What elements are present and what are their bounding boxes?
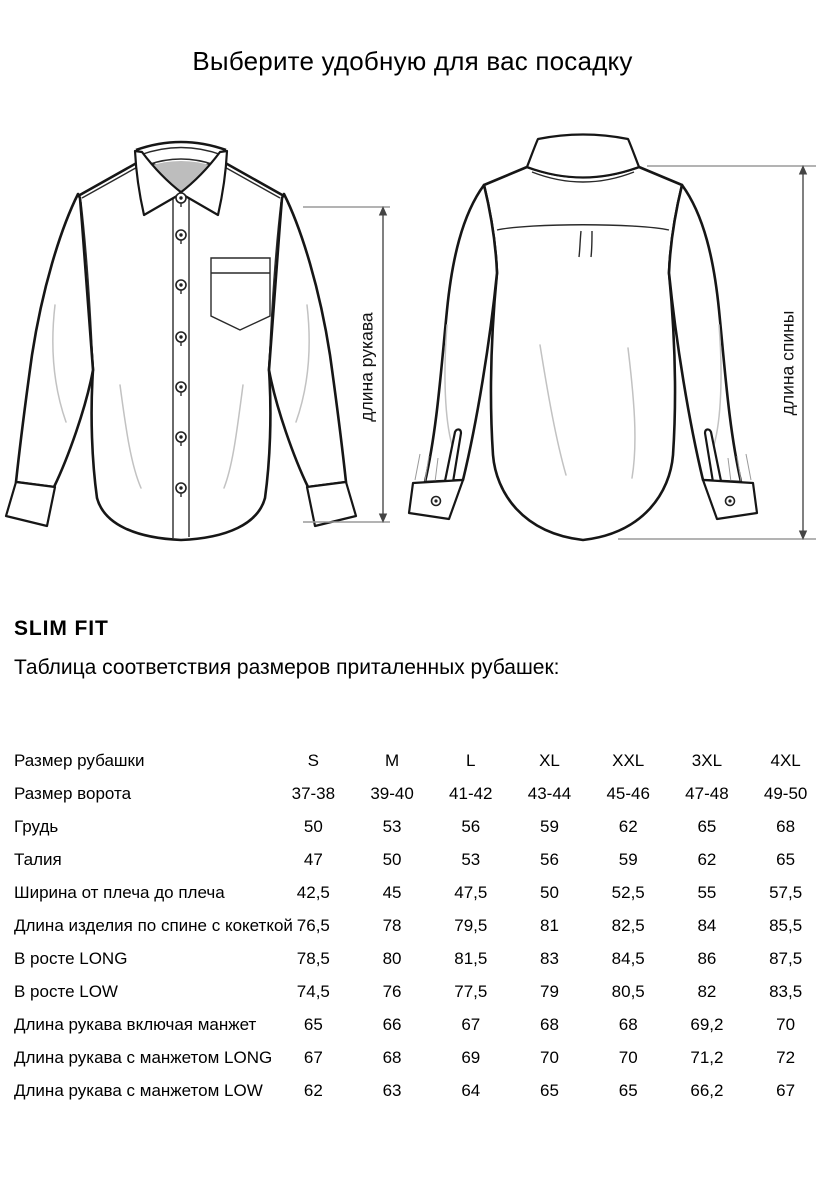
cell-value: 69,2	[690, 1014, 724, 1034]
back-length-label: длина спины	[777, 310, 798, 416]
cell-value: 84	[697, 915, 717, 935]
cell-value: 76,5	[296, 915, 330, 935]
cell-value: 65	[618, 1080, 638, 1100]
table-row	[14, 975, 825, 1008]
cell-value: 65	[540, 1080, 559, 1100]
row-label: Грудь	[14, 816, 59, 836]
cell-value: 42,5	[296, 882, 330, 902]
table-row	[14, 1074, 825, 1107]
cell-value: 59	[540, 816, 559, 836]
row-label: Длина рукава с манжетом LOW	[14, 1080, 263, 1100]
sleeve-length-label: длина рукава	[356, 312, 377, 422]
size-column-header: XXL	[612, 750, 645, 770]
cell-value: 83	[540, 948, 559, 968]
cell-value: 50	[540, 882, 559, 902]
cell-value: 70	[540, 1047, 559, 1067]
cell-value: 77,5	[454, 981, 488, 1001]
cell-value: 49-50	[763, 783, 808, 803]
cell-value: 39-40	[370, 783, 414, 803]
cell-value: 78,5	[296, 948, 330, 968]
cell-value: 68	[540, 1014, 559, 1034]
cell-value: 64	[461, 1080, 481, 1100]
cell-value: 47,5	[454, 882, 488, 902]
row-label: Размер ворота	[14, 783, 132, 803]
cell-value: 68	[618, 1014, 638, 1034]
cell-value: 37-38	[291, 783, 336, 803]
table-row	[14, 876, 825, 909]
cell-value: 50	[303, 816, 323, 836]
cell-value: 65	[303, 1014, 323, 1034]
cell-value: 86	[697, 948, 717, 968]
cell-value: 83,5	[769, 981, 803, 1001]
row-label: Талия	[14, 849, 62, 869]
row-label: Длина рукава с манжетом LONG	[14, 1047, 273, 1067]
cell-value: 59	[618, 849, 638, 869]
cell-value: 52,5	[611, 882, 645, 902]
table-row	[14, 777, 825, 810]
cell-value: 57,5	[769, 882, 803, 902]
table-row	[14, 1008, 825, 1041]
table-row	[14, 1041, 825, 1074]
row-label: В росте LONG	[14, 948, 128, 968]
cell-value: 43-44	[527, 783, 572, 803]
cell-value: 80	[382, 948, 402, 968]
table-header-row	[14, 744, 825, 777]
row-label: Длина изделия по спине с кокеткой	[14, 915, 293, 935]
cell-value: 56	[540, 849, 559, 869]
table-caption: Таблица соответствия размеров приталенных рубашек:	[14, 656, 560, 679]
cell-value: 67	[303, 1047, 323, 1067]
cell-value: 69	[461, 1047, 481, 1067]
cell-value: 47-48	[685, 783, 729, 803]
cell-value: 72	[776, 1047, 796, 1067]
cell-value: 55	[697, 882, 717, 902]
cell-value: 62	[697, 849, 717, 869]
row-label: Ширина от плеча до плеча	[14, 882, 225, 902]
cell-value: 81	[540, 915, 559, 935]
cell-value: 66	[382, 1014, 402, 1034]
cell-value: 84,5	[611, 948, 645, 968]
size-column-header: L	[466, 750, 476, 770]
cell-value: 79,5	[454, 915, 488, 935]
size-column-header: XL	[539, 750, 560, 770]
table-row	[14, 942, 825, 975]
row-label: В росте LOW	[14, 981, 118, 1001]
shirt-diagram	[0, 130, 825, 570]
shirt-back-drawing	[409, 135, 757, 541]
size-column-header: M	[384, 750, 400, 770]
cell-value: 70	[618, 1047, 638, 1067]
cell-value: 45	[382, 882, 402, 902]
cell-value: 82	[697, 981, 717, 1001]
cell-value: 71,2	[690, 1047, 724, 1067]
cell-value: 79	[540, 981, 559, 1001]
cell-value: 68	[382, 1047, 402, 1067]
cell-value: 67	[461, 1014, 481, 1034]
page-title: Выберите удобную для вас посадку	[192, 46, 633, 76]
cell-value: 65	[776, 849, 796, 869]
shirt-front-drawing	[6, 142, 356, 540]
cell-value: 81,5	[454, 948, 488, 968]
cell-value: 56	[461, 816, 481, 836]
table-row	[14, 810, 825, 843]
cell-value: 62	[303, 1080, 323, 1100]
cell-value: 53	[382, 816, 402, 836]
size-column-header: 4XL	[770, 750, 801, 770]
table-row	[14, 843, 825, 876]
cell-value: 74,5	[296, 981, 330, 1001]
table-row	[14, 909, 825, 942]
cell-value: 50	[382, 849, 402, 869]
cell-value: 68	[776, 816, 796, 836]
cell-value: 85,5	[769, 915, 803, 935]
cell-value: 87,5	[769, 948, 803, 968]
cell-value: 63	[382, 1080, 402, 1100]
cell-value: 62	[618, 816, 638, 836]
cell-value: 65	[697, 816, 717, 836]
cell-value: 66,2	[690, 1080, 724, 1100]
size-column-header: S	[307, 750, 320, 770]
fit-heading: SLIM FIT	[14, 617, 109, 640]
cell-value: 76	[382, 981, 402, 1001]
cell-value: 41-42	[449, 783, 493, 803]
cell-value: 70	[776, 1014, 796, 1034]
cell-value: 53	[461, 849, 481, 869]
cell-value: 80,5	[611, 981, 645, 1001]
cell-value: 82,5	[611, 915, 645, 935]
row-label: Длина рукава включая манжет	[14, 1014, 257, 1034]
cell-value: 78	[382, 915, 402, 935]
cell-value: 67	[776, 1080, 796, 1100]
size-table	[14, 744, 825, 1107]
cell-value: 45-46	[606, 783, 650, 803]
size-column-header: 3XL	[691, 750, 723, 770]
row-label: Размер рубашки	[14, 750, 145, 770]
cell-value: 47	[303, 849, 323, 869]
